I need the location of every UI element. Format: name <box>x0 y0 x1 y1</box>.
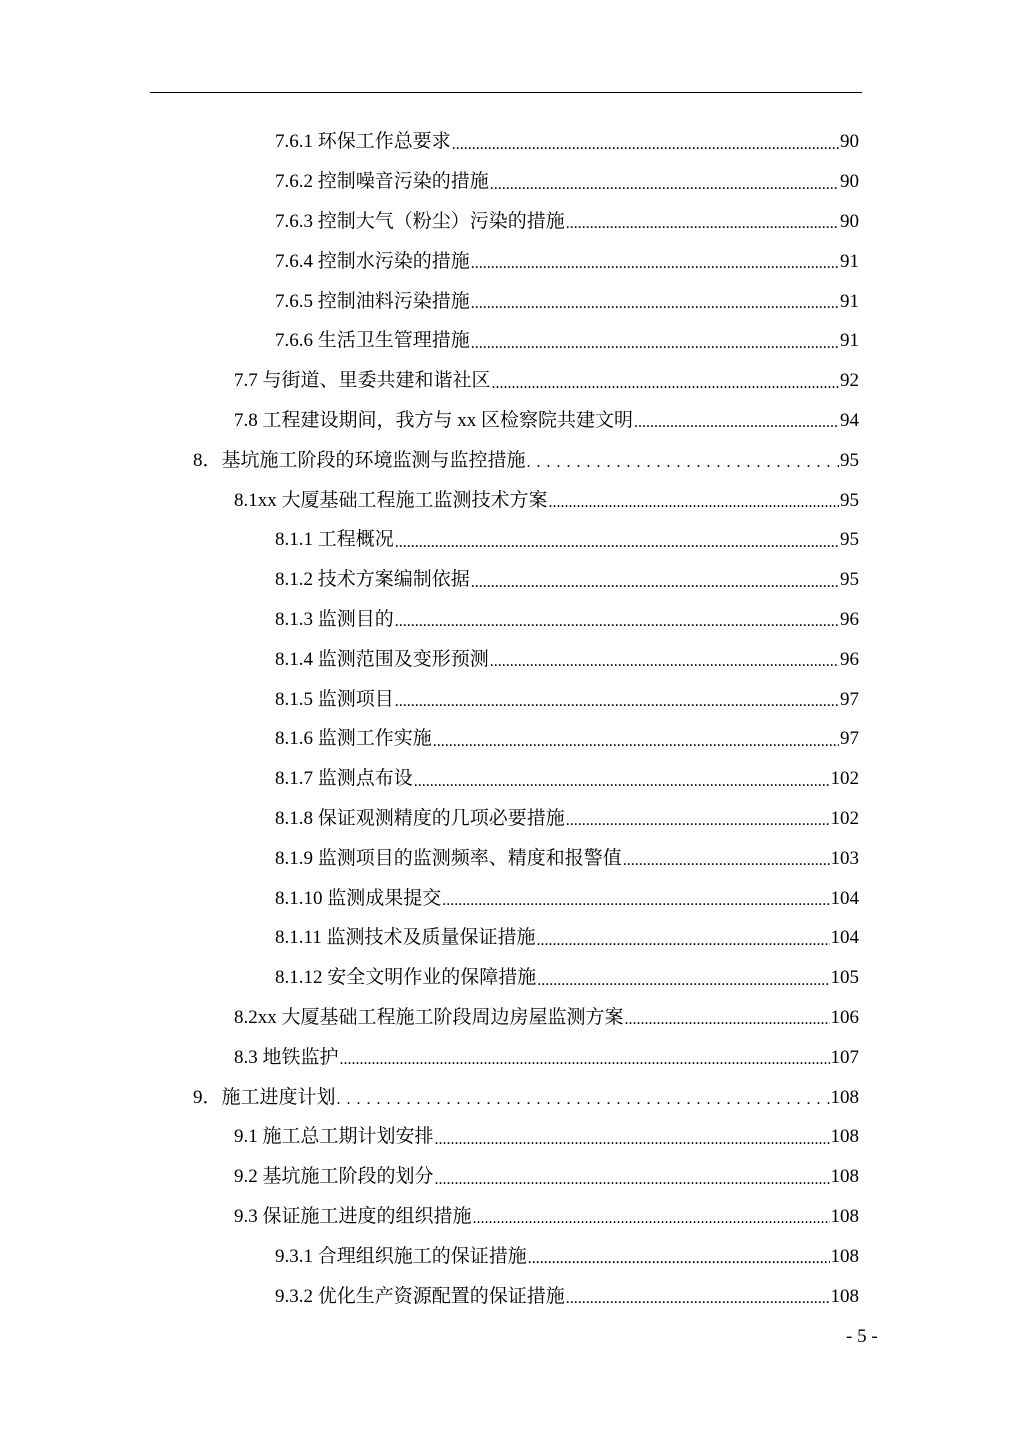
toc-entry-page: 91 <box>840 290 859 312</box>
toc-entry[interactable] <box>0 1236 859 1276</box>
toc-entry[interactable] <box>0 202 859 242</box>
toc-dot-leader <box>527 452 839 480</box>
toc-entry-page: 102 <box>830 807 859 829</box>
toc-dot-leader <box>340 1049 830 1077</box>
toc-entry-title: 7.7 与街道、里委共建和谐社区 <box>234 370 491 392</box>
toc-entry-page: 104 <box>830 887 859 909</box>
toc-entry-title: 8.1.11 监测技术及质量保证措施 <box>275 927 536 949</box>
toc-entry-title: 8.2xx 大厦基础工程施工阶段周边房屋监测方案 <box>234 1006 624 1028</box>
toc-entry[interactable] <box>0 440 859 480</box>
toc-entry-page: 95 <box>840 449 859 471</box>
toc-entry-page: 97 <box>840 728 859 750</box>
toc-entry-title: 7.6.1 环保工作总要求 <box>275 131 451 153</box>
toc-entry-title: 8.1.10 监测成果提交 <box>275 887 442 909</box>
toc-entry-title: 7.6.2 控制噪音污染的措施 <box>275 171 489 193</box>
toc-dot-leader <box>549 492 839 520</box>
toc-entry[interactable] <box>0 520 859 560</box>
toc-entry[interactable] <box>0 401 859 441</box>
toc-entry[interactable] <box>0 799 859 839</box>
toc-dot-leader <box>566 1288 830 1316</box>
toc-dot-leader <box>471 293 839 321</box>
toc-dot-leader <box>471 333 839 361</box>
toc-dot-leader <box>537 970 829 998</box>
toc-entry-title: 8.1.6 监测工作实施 <box>275 728 432 750</box>
toc-entry-title: 8.1.1 工程概况 <box>275 529 394 551</box>
toc-dot-leader <box>528 1248 830 1276</box>
toc-entry-page: 90 <box>840 131 859 153</box>
toc-entry-title: 7.8 工程建设期间，我方与 xx 区检察院共建文明 <box>234 409 634 431</box>
toc-entry-title: 8.1.8 保证观测精度的几项必要措施 <box>275 807 565 829</box>
toc-entry-page: 104 <box>830 927 859 949</box>
toc-entry[interactable] <box>0 838 859 878</box>
toc-entry-title: 8．基坑施工阶段的环境监测与监控措施 <box>193 449 526 471</box>
toc-entry-title: 9.3 保证施工进度的组织措施 <box>234 1205 472 1227</box>
toc-dot-leader <box>337 1089 830 1117</box>
toc-dot-leader <box>492 373 839 401</box>
toc-entry[interactable] <box>0 918 859 958</box>
toc-entry-title: 8.1.4 监测范围及变形预测 <box>275 648 489 670</box>
toc-dot-leader <box>395 532 839 560</box>
toc-entry-page: 95 <box>840 569 859 591</box>
toc-dot-leader <box>414 771 830 799</box>
toc-entry[interactable] <box>0 600 859 640</box>
toc-dot-leader <box>566 213 839 241</box>
toc-dot-leader <box>490 174 839 202</box>
toc-entry-page: 92 <box>840 370 859 392</box>
toc-entry-page: 90 <box>840 210 859 232</box>
toc-entry[interactable] <box>0 162 859 202</box>
toc-entry-title: 9.3.2 优化生产资源配置的保证措施 <box>275 1285 565 1307</box>
toc-dot-leader <box>473 1208 830 1236</box>
table-of-contents <box>0 122 1012 1316</box>
toc-entry[interactable] <box>0 281 859 321</box>
toc-entry-title: 8.1.2 技术方案编制依据 <box>275 569 470 591</box>
toc-entry-page: 108 <box>830 1245 859 1267</box>
toc-entry-title: 7.6.5 控制油料污染措施 <box>275 290 470 312</box>
toc-entry-page: 106 <box>830 1006 859 1028</box>
toc-entry[interactable] <box>0 1117 859 1157</box>
toc-entry[interactable] <box>0 122 859 162</box>
toc-entry[interactable] <box>0 1157 859 1197</box>
toc-entry-page: 105 <box>830 967 859 989</box>
toc-entry-page: 102 <box>830 768 859 790</box>
toc-entry[interactable] <box>0 759 859 799</box>
header-rule <box>150 92 862 93</box>
toc-entry-page: 96 <box>840 648 859 670</box>
toc-entry[interactable] <box>0 1197 859 1237</box>
toc-entry-title: 8.1.12 安全文明作业的保障措施 <box>275 967 537 989</box>
toc-entry[interactable] <box>0 560 859 600</box>
toc-dot-leader <box>625 1009 830 1037</box>
toc-entry-title: 8.3 地铁监护 <box>234 1046 339 1068</box>
toc-entry-title: 8.1xx 大厦基础工程施工监测技术方案 <box>234 489 548 511</box>
toc-entry[interactable] <box>0 1276 859 1316</box>
toc-entry-page: 108 <box>830 1205 859 1227</box>
toc-dot-leader <box>623 850 830 878</box>
toc-entry-title: 9．施工进度计划 <box>193 1086 336 1108</box>
toc-entry-page: 108 <box>830 1126 859 1148</box>
toc-entry-title: 7.6.6 生活卫生管理措施 <box>275 330 470 352</box>
page-number: - 5 - <box>846 1326 878 1347</box>
toc-entry-title: 8.1.7 监测点布设 <box>275 768 413 790</box>
toc-entry[interactable] <box>0 958 859 998</box>
toc-entry-title: 8.1.5 监测项目 <box>275 688 394 710</box>
toc-entry-page: 108 <box>830 1166 859 1188</box>
toc-dot-leader <box>537 930 830 958</box>
toc-entry[interactable] <box>0 321 859 361</box>
toc-entry-page: 103 <box>830 847 859 869</box>
toc-dot-leader <box>471 572 839 600</box>
toc-entry-page: 108 <box>830 1285 859 1307</box>
toc-dot-leader <box>433 731 839 759</box>
toc-entry-title: 8.1.9 监测项目的监测频率、精度和报警值 <box>275 847 622 869</box>
toc-entry-page: 107 <box>830 1046 859 1068</box>
toc-dot-leader <box>442 890 829 918</box>
toc-entry-page: 91 <box>840 330 859 352</box>
toc-entry-title: 9.3.1 合理组织施工的保证措施 <box>275 1245 527 1267</box>
toc-entry[interactable] <box>0 639 859 679</box>
toc-entry[interactable] <box>0 679 859 719</box>
toc-entry-title: 9.2 基坑施工阶段的划分 <box>234 1166 434 1188</box>
toc-entry[interactable] <box>0 241 859 281</box>
toc-entry-page: 96 <box>840 608 859 630</box>
toc-dot-leader <box>395 611 839 639</box>
toc-entry[interactable] <box>0 998 859 1038</box>
toc-entry-page: 97 <box>840 688 859 710</box>
toc-dot-leader <box>634 412 839 440</box>
toc-dot-leader <box>566 810 830 838</box>
toc-entry[interactable] <box>0 1037 859 1077</box>
toc-entry-title: 7.6.3 控制大气（粉尘）污染的措施 <box>275 210 565 232</box>
toc-entry-page: 90 <box>840 171 859 193</box>
toc-entry-page: 108 <box>830 1086 859 1108</box>
toc-entry[interactable] <box>0 1077 859 1117</box>
toc-entry[interactable] <box>0 719 859 759</box>
toc-entry-page: 91 <box>840 250 859 272</box>
toc-entry-title: 8.1.3 监测目的 <box>275 608 394 630</box>
toc-dot-leader <box>435 1169 830 1197</box>
toc-entry[interactable] <box>0 361 859 401</box>
toc-dot-leader <box>452 134 839 162</box>
toc-dot-leader <box>471 253 839 281</box>
toc-entry-title: 9.1 施工总工期计划安排 <box>234 1126 434 1148</box>
toc-entry[interactable] <box>0 878 859 918</box>
toc-entry-title: 7.6.4 控制水污染的措施 <box>275 250 470 272</box>
toc-entry-page: 95 <box>840 529 859 551</box>
toc-dot-leader <box>395 691 839 719</box>
toc-entry-page: 95 <box>840 489 859 511</box>
toc-entry[interactable] <box>0 480 859 520</box>
toc-entry-page: 94 <box>840 409 859 431</box>
toc-dot-leader <box>435 1129 830 1157</box>
toc-dot-leader <box>490 651 839 679</box>
